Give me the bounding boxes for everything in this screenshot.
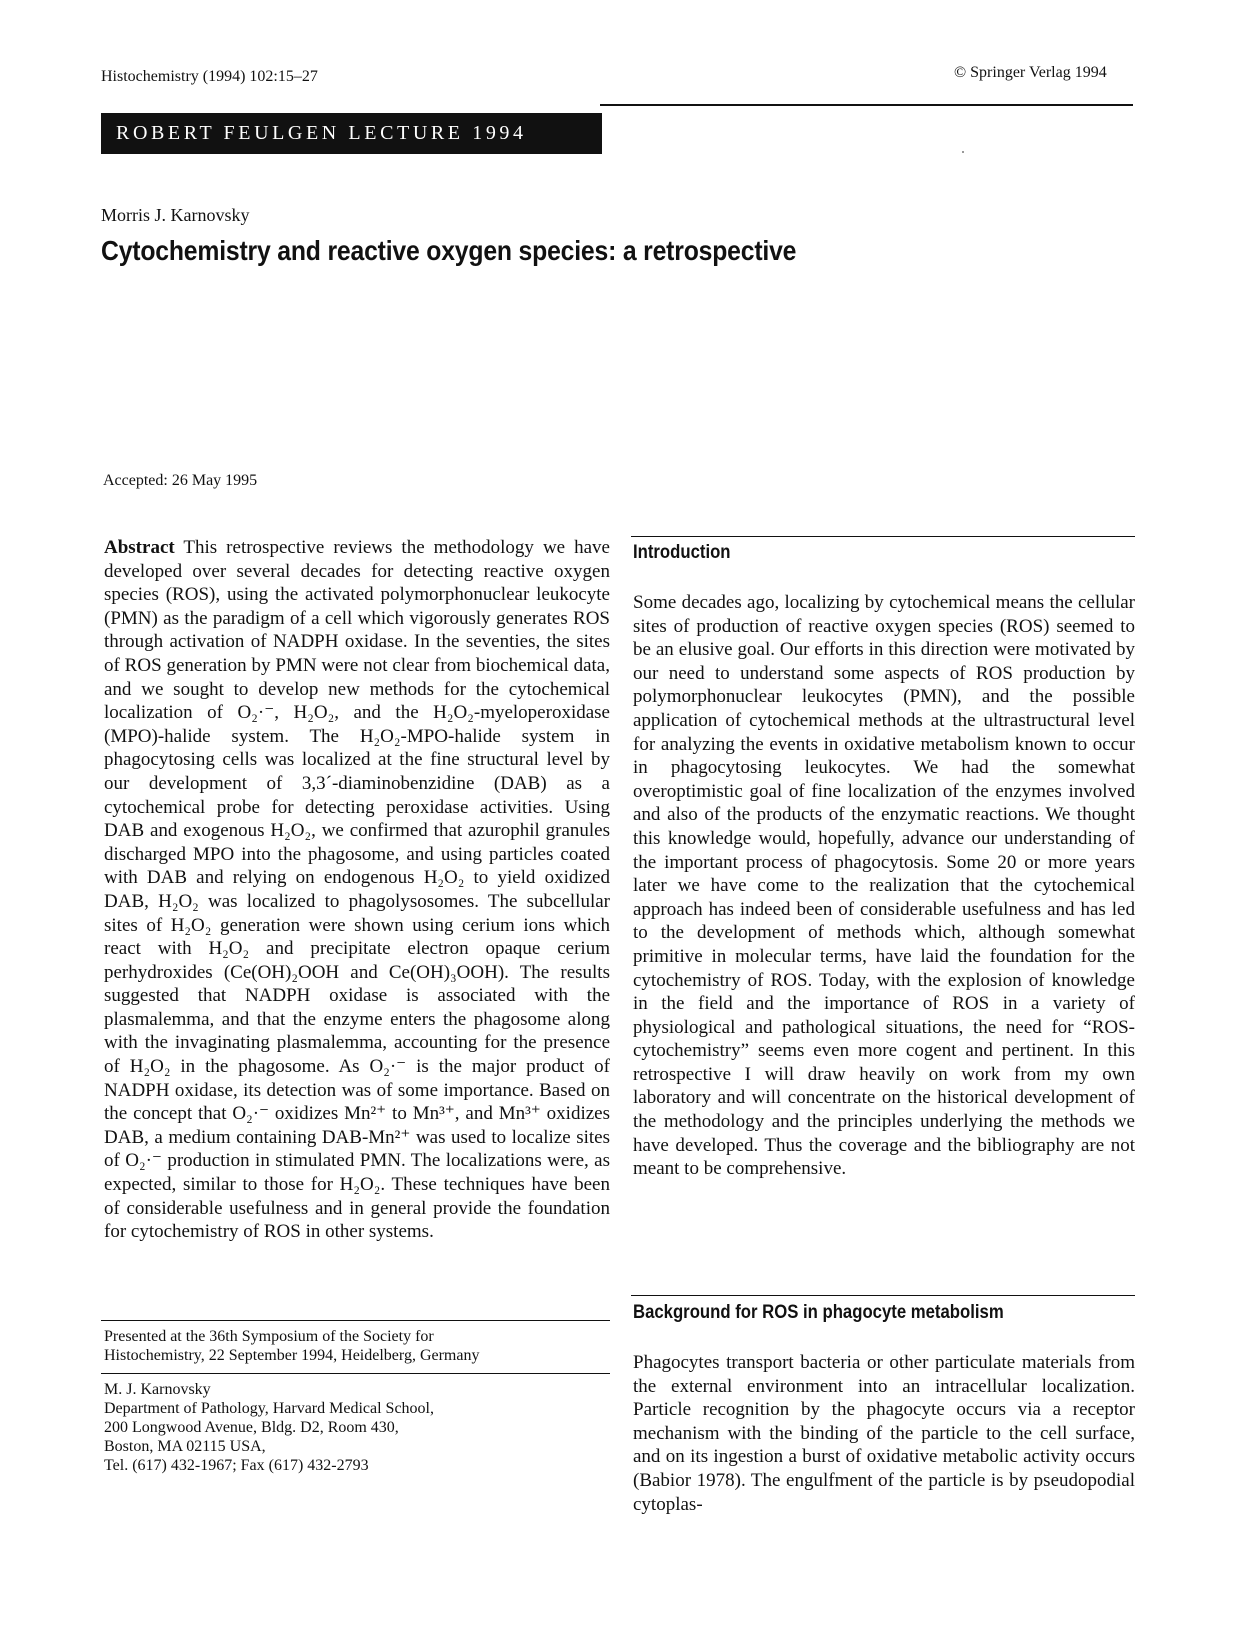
- introduction-rule: [631, 536, 1135, 537]
- abstract-text: This retrospective reviews the methodology we have developed over several decades for detecting reactive oxygen species (ROS), using the activated polymorphonuclear leukocyte (PMN) as the paradigm of a cell which vigorously generates ROS through activation of NADPH oxidase. In the seventies, the sites of ROS generation by PMN were not clear from biochemical data, and we sought to develop new methods for the cytochemical localization of O₂·⁻, H₂O₂, and the H₂O₂-myeloperoxidase (MPO)-halide system. The H₂O₂-MPO-halide system in phagocytosing cells was localized at the fine structural level by our development of 3,3´-diaminobenzidine (DAB) as a cytochemical probe for detecting peroxidase activities. Using DAB and exogenous H₂O₂, we confirmed that azurophil granules discharged MPO into the phagosome, and using particles coated with DAB and relying on endogenous H₂O₂ to yield oxidized DAB, H₂O₂ was localized to phagolysosomes. The subcellular sites of H₂O₂ generation were shown using cerium ions which react with H₂O₂ and precipitate electron opaque cerium perhydroxides (Ce(OH)₂OOH and Ce(OH)₃OOH). The results suggested that NADPH oxidase is associated with the plasmalemma, and that the enzyme enters the phagosome along with the invaginating plasmalemma, accounting for the presence of H₂O₂ in the phagosome. As O₂·⁻ is the major product of NADPH oxidase, its detection was of some importance. Based on the concept that O₂·⁻ oxidizes Mn²⁺ to Mn³⁺, and Mn³⁺ oxidizes DAB, a medium containing DAB-Mn²⁺ was used to localize sites of O₂·⁻ production in stimulated PMN. The localizations were, as expected, similar to those for H₂O₂. These techniques have been of considerable usefulness and in general provide the foundation for cytochemistry of ROS in other systems.: [104, 537, 610, 1243]
- article-title: Cytochemistry and reactive oxygen species: a retrospective: [101, 235, 797, 266]
- introduction-text: Some decades ago, localizing by cytochemical means the cellular sites of production of reactive oxygen species (ROS) seemed to be an elusive goal. Our efforts in this direction were motivated by our need to understand some aspects of ROS production by polymorphonuclear leukocytes (PMN), and the possible application of cytochemical methods at the ultrastructural level for analyzing the events in oxidative metabolism known to occur in phagocytosing leukocytes. We had the somewhat overoptimistic goal of fine localization of the enzymes involved and also of the products of the enzymatic reactions. We thought this knowledge would, hopefully, advance our understanding of the important process of phagocytosis. Some 20 or more years later we have come to the realization that the cytochemical approach has indeed been of considerable usefulness and has led to the development of methods which, although somewhat primitive in molecular terms, have laid the foundation for the cytochemistry of ROS. Today, with the explosion of knowledge in the field and the importance of ROS in a variety of physiological and pathological situations, the need for “ROS-cytochemistry” seems even more cogent and pertinent. In this retrospective I will draw heavily on work from my own laboratory and will concentrate on the historical development of the methodology and the principles underlying the methods we have developed. Thus the coverage and the bibliography are not meant to be comprehensive.: [633, 592, 1135, 1180]
- introduction-body: [633, 591, 1135, 1181]
- presented-line: Presented at the 36th Symposium of the Society for: [104, 1328, 434, 1345]
- journal-reference: Histochemistry (1994) 102:15–27: [101, 68, 318, 85]
- publisher-copyright: © Springer Verlag 1994: [954, 64, 1107, 81]
- presented-line: Histochemistry, 22 September 1994, Heidelberg, Germany: [104, 1347, 480, 1364]
- author-name: Morris J. Karnovsky: [101, 205, 250, 225]
- address-line: Tel. (617) 432-1967; Fax (617) 432-2793: [104, 1457, 369, 1474]
- correspondence-address: [104, 1380, 610, 1475]
- abstract-label: Abstract: [104, 537, 175, 558]
- header-rule: [600, 104, 1133, 106]
- address-line: 200 Longwood Avenue, Bldg. D2, Room 430,: [104, 1419, 399, 1436]
- address-rule: [101, 1373, 610, 1374]
- footnote-rule: [101, 1320, 610, 1321]
- background-body: [633, 1351, 1135, 1516]
- address-line: M. J. Karnovsky: [104, 1381, 211, 1398]
- presented-note: [104, 1327, 610, 1365]
- address-line: Boston, MA 02115 USA,: [104, 1438, 266, 1455]
- accepted-date: Accepted: 26 May 1995: [103, 472, 258, 489]
- introduction-heading: Introduction: [633, 542, 731, 563]
- background-rule: [631, 1295, 1135, 1296]
- abstract: [104, 536, 610, 1244]
- background-text: Phagocytes transport bacteria or other particulate materials from the external environment into an intracellular localization. Particle recognition by the phagocyte occurs via a receptor mechanism with the binding of the particle to the cell surface, and on its ingestion a burst of oxidative metabolic activity occurs (Babior 1978). The engulfment of the particle is by pseudopodial cytoplas-: [633, 1352, 1135, 1515]
- lecture-banner: ROBERT FEULGEN LECTURE 1994: [101, 113, 602, 154]
- background-heading: Background for ROS in phagocyte metabolism: [633, 1302, 1004, 1323]
- scan-speck: [962, 151, 964, 153]
- address-line: Department of Pathology, Harvard Medical School,: [104, 1400, 434, 1417]
